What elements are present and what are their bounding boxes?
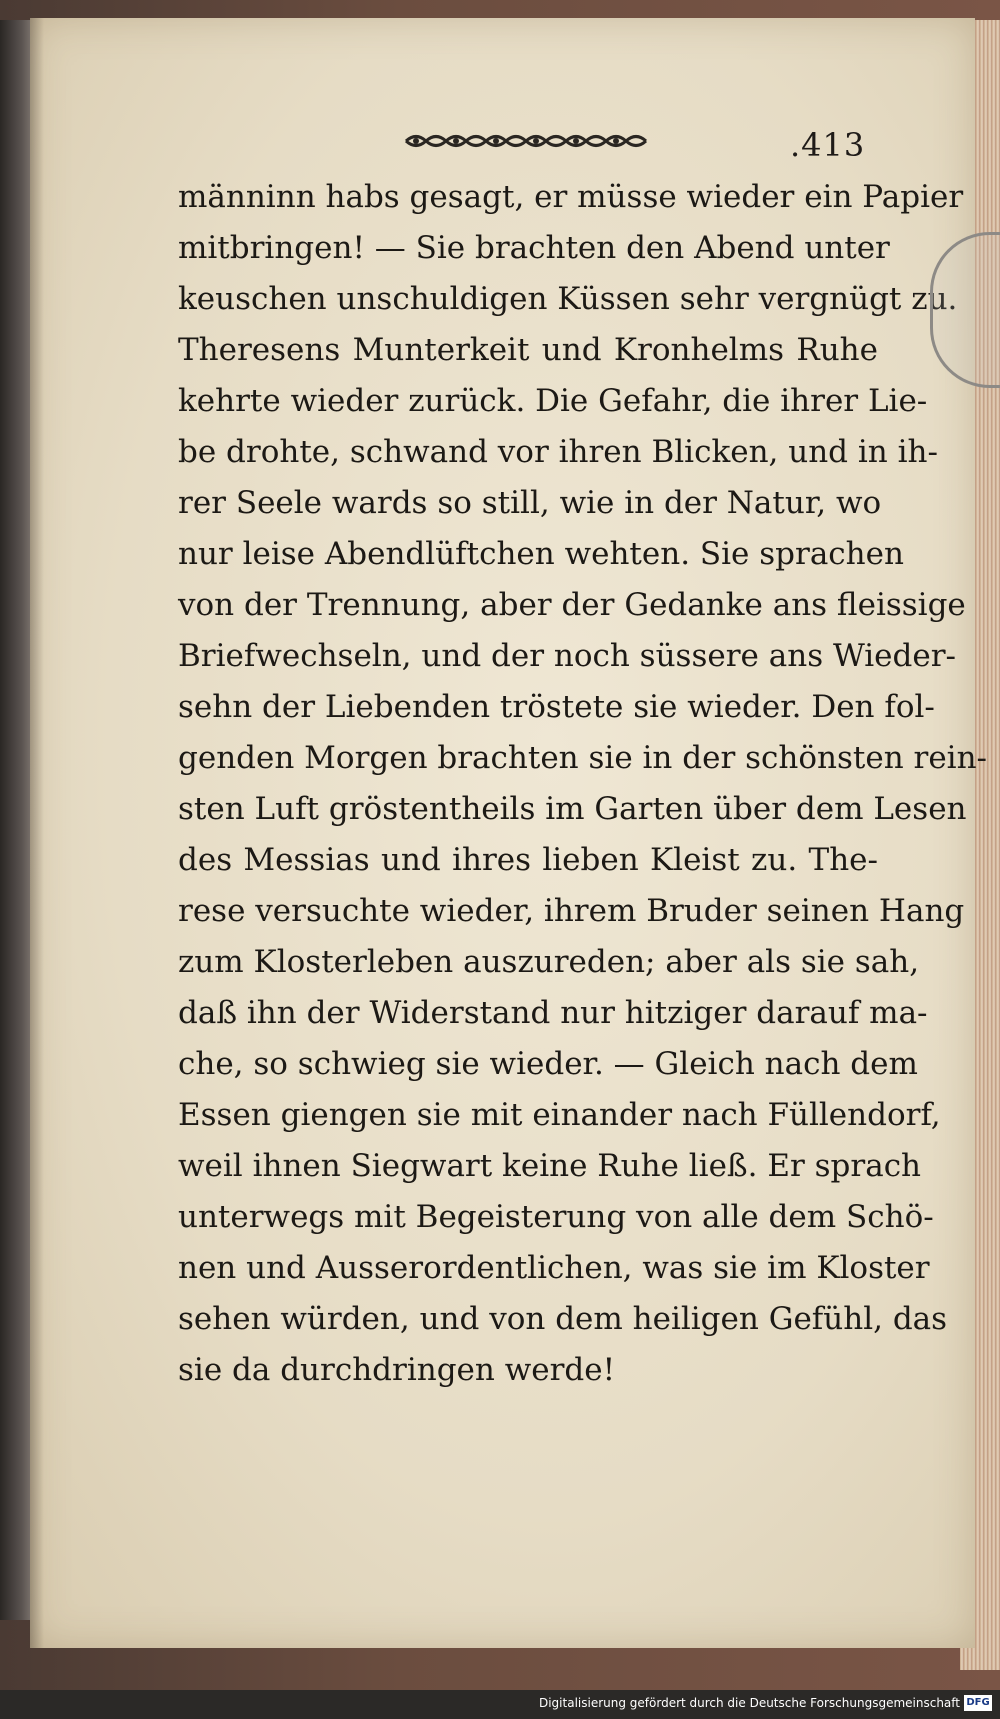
body-text (178, 172, 988, 1396)
text-line: kehrte wieder zurück. Die Gefahr, die ihrer Lie- (178, 383, 928, 419)
text-line: daß ihn der Widerstand nur hitziger darauf ma- (178, 995, 928, 1031)
text-line: Theresens Munterkeit und Kronhelms Ruhe (178, 332, 878, 368)
page-gutter-shadow (30, 18, 44, 1648)
book-page (30, 18, 988, 1648)
text-line: keuschen unschuldigen Küssen sehr vergnügt zu. (178, 281, 958, 317)
text-line: genden Morgen brachten sie in der schönsten rein- (178, 740, 988, 776)
text-line: weil ihnen Siegwart keine Ruhe ließ. Er sprach (178, 1148, 922, 1184)
text-line: nur leise Abendlüftchen wehten. Sie sprachen (178, 536, 904, 572)
text-line: be drohte, schwand vor ihren Blicken, und in ih- (178, 434, 938, 470)
page-number: .413 (790, 126, 866, 164)
text-line: von der Trennung, aber der Gedanke ans fleissige (178, 587, 966, 623)
dfg-logo: DFG (964, 1695, 992, 1711)
text-line: des Messias und ihres lieben Kleist zu. The- (178, 842, 878, 878)
text-line: nen und Ausserordentlichen, was sie im Kloster (178, 1250, 930, 1286)
text-line: mitbringen! — Sie brachten den Abend unter (178, 230, 890, 266)
text-line: sten Luft gröstentheils im Garten über dem Lesen (178, 791, 967, 827)
text-line: Briefwechseln, und der noch süssere ans Wieder- (178, 638, 957, 674)
footer-bar (0, 1690, 1000, 1719)
header-ornament (402, 128, 652, 154)
text-line: zum Klosterleben auszureden; aber als sie sah, (178, 944, 920, 980)
text-line: unterwegs mit Begeisterung von alle dem Schö- (178, 1199, 934, 1235)
text-line: rer Seele wards so still, wie in der Natur, wo (178, 485, 882, 521)
text-line: Essen giengen sie mit einander nach Füllendorf, (178, 1097, 941, 1133)
text-line: männinn habs gesagt, er müsse wieder ein Papier (178, 179, 964, 215)
text-line: sehen würden, und von dem heiligen Gefühl, das (178, 1301, 948, 1337)
text-line: sie da durchdringen werde! (178, 1352, 616, 1388)
footer-credit: Digitalisierung gefördert durch die Deutsche Forschungsgemeinschaft (538, 1696, 960, 1710)
text-line: sehn der Liebenden tröstete sie wieder. Den fol- (178, 689, 935, 725)
text-line: che, so schwieg sie wieder. — Gleich nach dem (178, 1046, 918, 1082)
text-line: rese versuchte wieder, ihrem Bruder seinen Hang (178, 893, 965, 929)
